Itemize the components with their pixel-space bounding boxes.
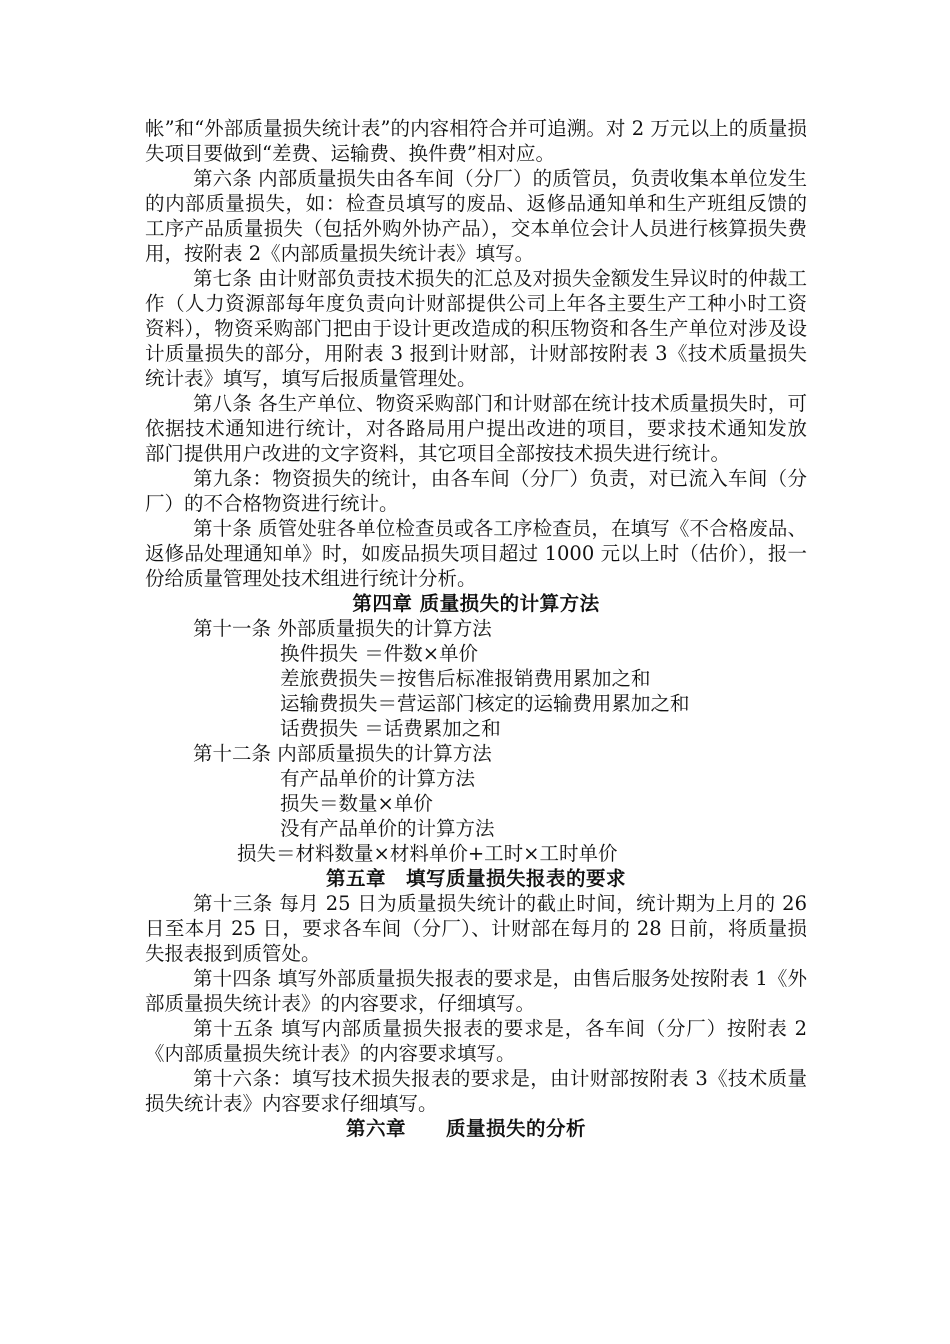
chapter-5-heading: 第五章 填写质量损失报表的要求 bbox=[325, 867, 626, 890]
article-6: 第六条 内部质量损失由各车间（分厂）的质管员，负责收集本单位发生的内部质量损失，如：检查员填写的废品、返修品通知单和生产班组反馈的工序产品质量损失（包括外购外协产品），交本单位会计人员进行核算损失费用，按附表 2《内部质量损失统计表》填写。 bbox=[145, 167, 807, 265]
formula-line: 损失＝数量×单价 bbox=[280, 792, 433, 815]
formula-line: 差旅费损失＝按售后标准报销费用累加之和 bbox=[280, 667, 651, 690]
article-16: 第十六条：填写技术损失报表的要求是，由计财部按附表 3《技术质量损失统计表》内容要求仔细填写。 bbox=[145, 1067, 807, 1115]
article-13: 第十三条 每月 25 日为质量损失统计的截止时间，统计期为上月的 26 日至本月 25 日，要求各车间（分厂）、计财部在每月的 28 日前，将质量损失报表报到质管处。 bbox=[145, 892, 807, 965]
chapter-6-heading: 第六章 质量损失的分析 bbox=[345, 1117, 586, 1140]
chapter-4-heading: 第四章 质量损失的计算方法 bbox=[352, 592, 600, 615]
formula-line: 话费损失 ＝话费累加之和 bbox=[280, 717, 501, 740]
article-14: 第十四条 填写外部质量损失报表的要求是，由售后服务处按附表 1《外部质量损失统计表》的内容要求，仔细填写。 bbox=[145, 967, 807, 1015]
formula-line: 有产品单价的计算方法 bbox=[280, 767, 476, 790]
formula-line: 损失＝材料数量×材料单价+工时×工时单价 bbox=[237, 842, 618, 865]
article-10: 第十条 质管处驻各单位检查员或各工序检查员，在填写《不合格废品、返修品处理通知单》时，如废品损失项目超过 1000 元以上时（估价），报一份给质量管理处技术组进行统计分析。 bbox=[145, 517, 807, 590]
article-9: 第九条：物资损失的统计，由各车间（分厂）负责，对已流入车间（分厂）的不合格物资进行统计。 bbox=[145, 467, 807, 515]
article-11-title: 第十一条 外部质量损失的计算方法 bbox=[193, 617, 492, 640]
article-12-title: 第十二条 内部质量损失的计算方法 bbox=[193, 742, 492, 765]
article-8: 第八条 各生产单位、物资采购部门和计财部在统计技术质量损失时，可依据技术通知进行统计，对各路局用户提出改进的项目，要求技术通知发放部门提供用户改进的文字资料，其它项目全部按技术损失进行统计。 bbox=[145, 392, 807, 465]
formula-line: 换件损失 ＝件数×单价 bbox=[280, 642, 479, 665]
article-15: 第十五条 填写内部质量损失报表的要求是，各车间（分厂）按附表 2《内部质量损失统计表》的内容要求填写。 bbox=[145, 1017, 807, 1065]
formula-line: 运输费损失＝营运部门核定的运输费用累加之和 bbox=[280, 692, 690, 715]
formula-line: 没有产品单价的计算方法 bbox=[280, 817, 495, 840]
paragraph-continuation: 帐”和“外部质量损失统计表”的内容相符合并可追溯。对 2 万元以上的质量损失项目要做到“差费、运输费、换件费”相对应。 bbox=[145, 117, 807, 165]
document-page bbox=[145, 116, 807, 1141]
article-7: 第七条 由计财部负责技术损失的汇总及对损失金额发生异议时的仲裁工作（人力资源部每年度负责向计财部提供公司上年各主要生产工种小时工资资料），物资采购部门把由于设计更改造成的积压物资和各生产单位对涉及设计质量损失的部分，用附表 3 报到计财部，计财部按附表 3《技术质量损失统计表》填写，填写后报质量管理处。 bbox=[145, 267, 807, 390]
